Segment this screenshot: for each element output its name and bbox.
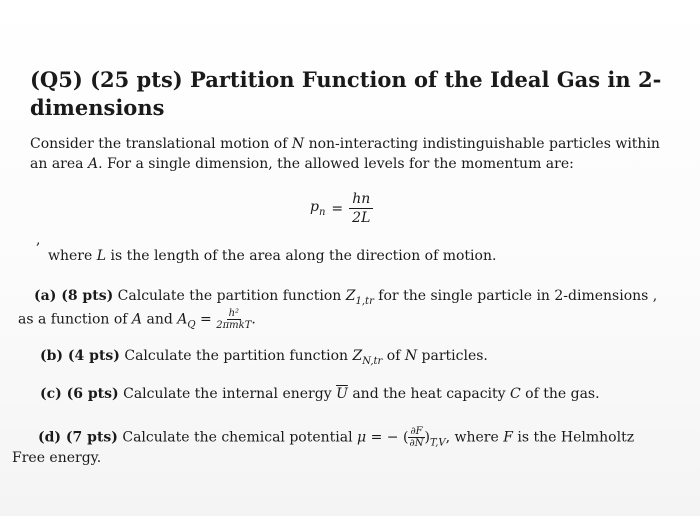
close-paren: )	[424, 429, 431, 446]
equation-fraction	[349, 190, 373, 227]
question-a-line2	[18, 308, 678, 335]
question-text: and	[142, 311, 178, 328]
var-u-bar: $\overline{U}$	[336, 386, 348, 402]
fraction-numerator: h²	[228, 308, 240, 319]
question-text: is the Helmholtz	[512, 429, 635, 446]
question-title: (Q5) (25 pts) Partition Function of the Ideal Gas in 2-dimensions	[30, 67, 662, 120]
question-text: of	[382, 348, 405, 364]
fraction-denominator: ∂N	[409, 438, 424, 449]
question-c-label: (c) (6 pts)	[40, 386, 119, 402]
var-aq: A	[177, 311, 188, 328]
question-d-line2: Free energy.	[12, 450, 102, 466]
question-text: Calculate the partition function	[119, 348, 353, 364]
var-z: Z	[352, 348, 363, 364]
question-a-label: (a) (8 pts)	[34, 288, 114, 304]
sub-z: N,tr	[362, 355, 383, 367]
var-a: A	[131, 311, 143, 328]
where-text: where	[48, 248, 97, 264]
question-text: of the gas.	[520, 386, 600, 402]
question-b	[40, 346, 680, 372]
equation-lhs	[310, 199, 325, 218]
question-c	[40, 384, 680, 404]
question-text: as a function of	[18, 311, 132, 328]
question-text: Calculate the partition function	[113, 288, 346, 304]
question-text: for the single particle in 2-dimensions ,	[373, 288, 658, 304]
equals-minus: = − (	[366, 429, 409, 446]
question-text: Calculate the chemical potential	[117, 429, 358, 446]
sub-q: Q	[187, 319, 196, 331]
var-l: L	[96, 248, 107, 264]
aq-fraction	[216, 308, 251, 331]
equals-sign: =	[331, 200, 344, 217]
question-text: Calculate the internal energy	[118, 386, 337, 402]
sub-tv: T,V	[430, 437, 446, 449]
intro-paragraph	[30, 134, 680, 174]
sub-n: n	[318, 206, 326, 218]
where-paragraph	[48, 246, 668, 266]
var-n: N	[404, 348, 418, 364]
partial-fraction	[408, 426, 424, 449]
period: .	[251, 311, 256, 328]
var-n: N	[291, 136, 305, 152]
var-p: p	[310, 199, 319, 216]
var-a: A	[87, 156, 99, 172]
fraction-numerator: hn	[349, 190, 373, 209]
question-text: , where	[445, 429, 504, 446]
var-z: Z	[345, 288, 356, 304]
where-text: is the length of the area along the direction of motion.	[106, 248, 497, 264]
momentum-equation	[310, 190, 373, 227]
fraction-denominator: 2πmkT	[216, 320, 252, 331]
var-f: F	[503, 429, 513, 446]
question-b-label: (b) (4 pts)	[40, 348, 120, 364]
question-text: particles.	[417, 348, 488, 364]
intro-text: . For a single dimension, the allowed levels for the momentum are:	[98, 156, 574, 172]
fraction-numerator: ∂F	[410, 426, 423, 437]
stray-comma: ,	[36, 232, 41, 248]
sub-z: 1,tr	[355, 295, 374, 307]
question-text: and the heat capacity	[347, 386, 511, 402]
var-mu: μ	[357, 429, 367, 446]
equals-sign: =	[195, 311, 217, 328]
intro-text: Consider the translational motion of	[30, 136, 292, 152]
var-c: C	[510, 386, 521, 402]
fraction-denominator: 2L	[352, 210, 371, 226]
intro-text: non-interacting indistinguishable particles within an area	[30, 136, 660, 172]
question-d-label: (d) (7 pts)	[38, 429, 118, 446]
